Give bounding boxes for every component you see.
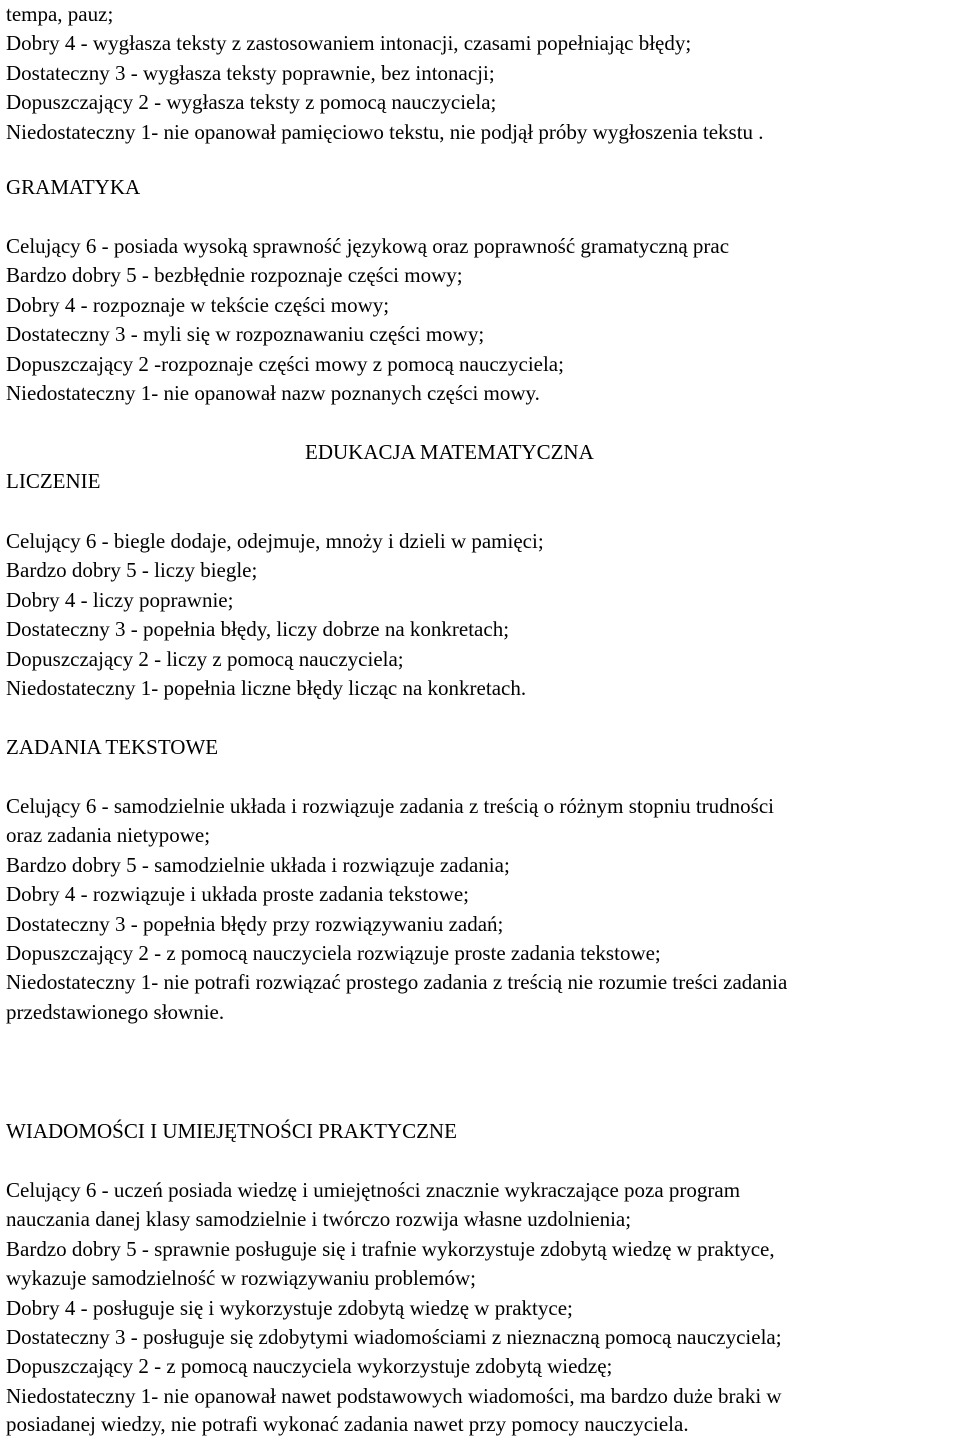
gramatyka-line: Dobry 4 - rozpoznaje w tekście części mowy; [6,292,390,317]
zadania-line: Bardzo dobry 5 - samodzielnie układa i rozwiązuje zadania; [6,852,510,877]
liczenie-line: Dopuszczający 2 - liczy z pomocą nauczyciela; [6,646,404,671]
intro-line: Dobry 4 - wygłasza teksty z zastosowaniem intonacji, czasami popełniając błędy; [6,31,692,56]
wiadomosci-line: nauczania danej klasy samodzielnie i twórczo rozwija własne uzdolnienia; [6,1207,632,1232]
zadania-line: Niedostateczny 1- nie potrafi rozwiązać prostego zadania z treścią nie rozumie treści zadania [6,970,788,995]
wiadomosci-line: wykazuje samodzielność w rozwiązywaniu problemów; [6,1266,477,1291]
section-heading-wiadomosci: WIADOMOŚCI I UMIEJĘTNOŚCI PRAKTYCZNE [6,1119,457,1143]
gramatyka-line: Celujący 6 - posiada wysoką sprawność językową oraz poprawność gramatyczną prac [6,234,730,258]
intro-line: Dopuszczający 2 - wygłasza teksty z pomocą nauczyciela; [6,90,497,115]
zadania-line: Celujący 6 - samodzielnie układa i rozwiązuje zadania z treścią o różnym stopniu trudności [6,794,774,818]
liczenie-line: Dobry 4 - liczy poprawnie; [6,587,234,612]
section-heading-gramatyka: GRAMATYKA [6,175,141,199]
intro-line: Dostateczny 3 - wygłasza teksty poprawnie, bez intonacji; [6,60,495,85]
zadania-line: oraz zadania nietypowe; [6,823,211,848]
section-heading-zadania-tekstowe: ZADANIA TEKSTOWE [6,735,219,759]
wiadomosci-line: Dobry 4 - posługuje się i wykorzystuje zdobytą wiedzę w praktyce; [6,1295,573,1320]
zadania-line: Dostateczny 3 - popełnia błędy przy rozwiązywaniu zadań; [6,911,504,936]
gramatyka-line: Dostateczny 3 - myli się w rozpoznawaniu części mowy; [6,322,485,347]
wiadomosci-line: Dopuszczający 2 - z pomocą nauczyciela wykorzystuje zdobytą wiedzę; [6,1354,613,1379]
liczenie-line: Bardzo dobry 5 - liczy biegle; [6,558,258,583]
gramatyka-line: Dopuszczający 2 -rozpoznaje części mowy z pomocą nauczyciela; [6,351,564,376]
intro-line: tempa, pauz; [6,2,114,26]
gramatyka-line: Niedostateczny 1- nie opanował nazw poznanych części mowy. [6,381,540,405]
zadania-line: przedstawionego słownie. [6,999,225,1024]
wiadomosci-line: posiadanej wiedzy, nie potrafi wykonać zadania nawet przy pomocy nauczyciela. [6,1412,689,1437]
liczenie-line: Dostateczny 3 - popełnia błędy, liczy dobrze na konkretach; [6,617,510,642]
wiadomosci-line: Celujący 6 - uczeń posiada wiedzę i umiejętności znacznie wykraczające poza program [6,1178,741,1202]
wiadomosci-line: Bardzo dobry 5 - sprawnie posługuje się i trafnie wykorzystuje zdobytą wiedzę w praktyce, [6,1236,775,1261]
intro-line: Niedostateczny 1- nie opanował pamięciowo tekstu, nie podjął próby wygłoszenia tekstu . [6,119,764,144]
gramatyka-line: Bardzo dobry 5 - bezbłędnie rozpoznaje części mowy; [6,263,463,288]
section-heading-liczenie: LICZENIE [6,469,101,493]
liczenie-line: Celujący 6 - biegle dodaje, odejmuje, mnoży i dzieli w pamięci; [6,529,544,553]
wiadomosci-line: Niedostateczny 1- nie opanował nawet podstawowych wiadomości, ma bardzo duże braki w [6,1383,782,1408]
zadania-line: Dopuszczający 2 - z pomocą nauczyciela rozwiązuje proste zadania tekstowe; [6,941,661,965]
liczenie-line: Niedostateczny 1- popełnia liczne błędy licząc na konkretach. [6,676,527,700]
section-heading-edukacja-matematyczna: EDUKACJA MATEMATYCZNA [305,440,594,464]
zadania-line: Dobry 4 - rozwiązuje i układa proste zadania tekstowe; [6,882,469,907]
wiadomosci-line: Dostateczny 3 - posługuje się zdobytymi wiadomościami z nieznaczną pomocą nauczyciela; [6,1325,782,1349]
